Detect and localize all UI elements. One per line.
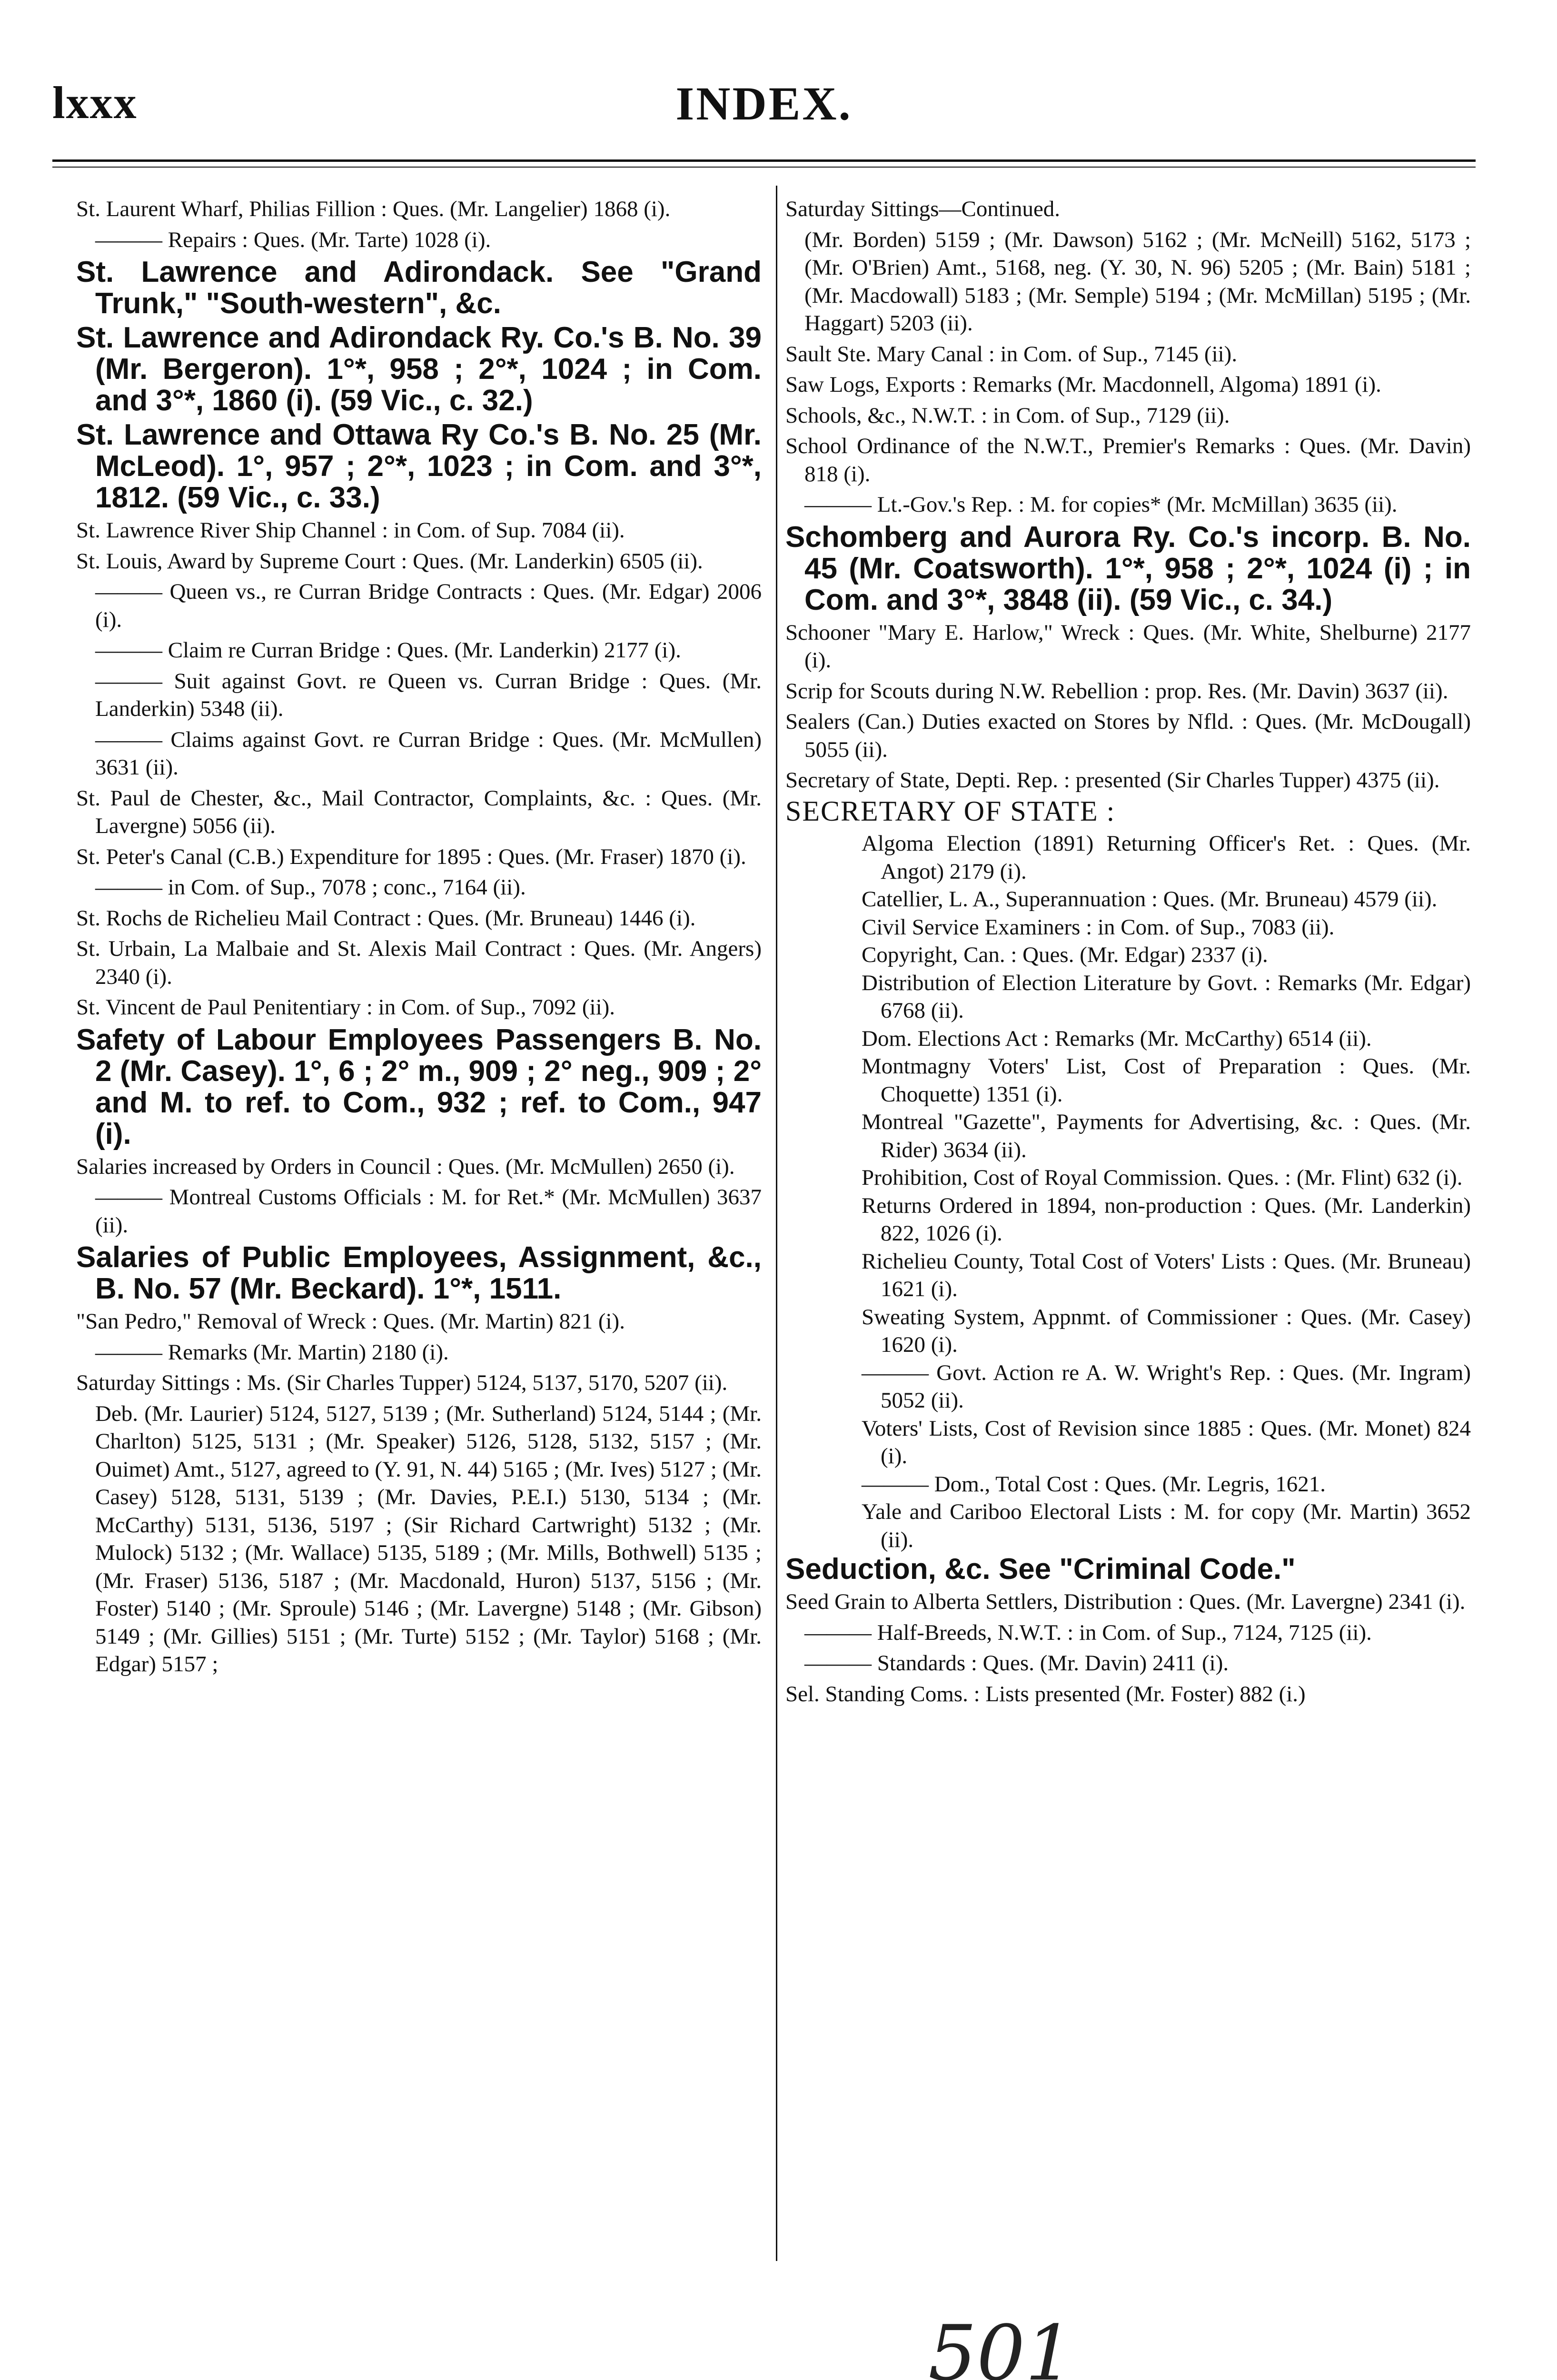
index-entry: Saturday Sittings—Continued. bbox=[785, 197, 1061, 221]
index-entry: Richelieu County, Total Cost of Voters' Lists : Ques. (Mr. Bruneau) 1621 (i). bbox=[862, 1249, 1471, 1301]
index-entry: Secretary of State, Depti. Rep. : presented (Sir Charles Tupper) 4375 (ii). bbox=[785, 768, 1440, 793]
index-entry: ——— Repairs : Ques. (Mr. Tarte) 1028 (i). bbox=[95, 227, 491, 252]
index-entry: Seed Grain to Alberta Settlers, Distribution : Ques. (Mr. Lavergne) 2341 (i). bbox=[785, 1589, 1466, 1614]
right-column bbox=[785, 195, 1471, 1708]
index-entry: Schools, &c., N.W.T. : in Com. of Sup., 7129 (ii). bbox=[785, 403, 1230, 428]
index-entry: Schomberg and Aurora Ry. Co.'s incorp. B. No. 45 (Mr. Coatsworth). 1°*, 958 ; 2°*, 1024 (i) ; in Com. and 3°*, 3848 (ii). (59 Vic., c. 34.) bbox=[785, 520, 1471, 616]
index-entry: Copyright, Can. : Ques. (Mr. Edgar) 2337 (i). bbox=[862, 942, 1268, 967]
index-entry: Deb. (Mr. Laurier) 5124, 5127, 5139 ; (Mr. Sutherland) 5124, 5144 ; (Mr. Charlton) 5125, 5131 ; (Mr. Speaker) 5126, 5128, 5132, 5157 ; (Mr. Ouimet) Amt., 5127, agreed to (Y. 91, N. 44) 5165 ; (Mr. Ives) 5127 ; (Mr. Casey) 5128, 5131, 5139 ; (Mr. Davies, P.E.I.) 5130, 5134 ; (Mr. McCarthy) 5131, 5136, 5197 ; (Sir Richard Cartwright) 5132 ; (Mr. Mulock) 5132 ; (Mr. Wallace) 5135, 5189 ; (Mr. Mills, Bothwell) 5135 ; (Mr. Fraser) 5136, 5187 ; (Mr. Macdonald, Huron) 5137, 5156 ; (Mr. Foster) 5140 ; (Mr. Sproule) 5146 ; (Mr. Lavergne) 5148 ; (Mr. Gibson) 5149 ; (Mr. Gillies) 5151 ; (Mr. Turte) 5152 ; (Mr. Taylor) 5168 ; (Mr. Edgar) 5157 ; bbox=[95, 1401, 762, 1676]
index-entry: St. Lawrence and Adirondack. See "Grand Trunk," "South-western", &c. bbox=[76, 256, 762, 320]
index-entry: ——— Half-Breeds, N.W.T. : in Com. of Sup., 7124, 7125 (ii). bbox=[804, 1620, 1372, 1645]
index-entry: Civil Service Examiners : in Com. of Sup., 7083 (ii). bbox=[862, 914, 1335, 940]
index-entry: ——— Montreal Customs Officials : M. for Ret.* (Mr. McMullen) 3637 (ii). bbox=[95, 1185, 762, 1238]
index-entry: ——— Standards : Ques. (Mr. Davin) 2411 (i). bbox=[804, 1651, 1229, 1676]
index-entry: Algoma Election (1891) Returning Officer's Ret. : Ques. (Mr. Angot) 2179 (i). bbox=[862, 831, 1471, 884]
index-entry: St. Paul de Chester, &c., Mail Contractor, Complaints, &c. : Ques. (Mr. Lavergne) 5056 (ii). bbox=[76, 785, 762, 838]
index-entry: Safety of Labour Employees Passengers B. No. 2 (Mr. Casey). 1°, 6 ; 2° m., 909 ; 2° neg., 909 ; 2° and M. to ref. to Com., 932 ; ref. to Com., 947 (i). bbox=[76, 1023, 762, 1150]
index-entry: St. Lawrence and Adirondack Ry. Co.'s B. No. 39 (Mr. Bergeron). 1°*, 958 ; 2°*, 1024 ; in Com. and 3°*, 1860 (i). (59 Vic., c. 32.) bbox=[76, 321, 762, 417]
page-title: INDEX. bbox=[675, 77, 853, 130]
index-entry: Sealers (Can.) Duties exacted on Stores by Nfld. : Ques. (Mr. McDougall) 5055 (ii). bbox=[785, 709, 1471, 762]
index-entry: ——— Govt. Action re A. W. Wright's Rep. : Ques. (Mr. Ingram) 5052 (ii). bbox=[862, 1360, 1471, 1413]
index-entry: St. Peter's Canal (C.B.) Expenditure for 1895 : Ques. (Mr. Fraser) 1870 (i). bbox=[76, 844, 746, 869]
index-entry: SECRETARY OF STATE : bbox=[785, 795, 1116, 827]
index-entry: ——— Suit against Govt. re Queen vs. Curran Bridge : Ques. (Mr. Landerkin) 5348 (ii). bbox=[95, 668, 762, 721]
index-entry: Dom. Elections Act : Remarks (Mr. McCarthy) 6514 (ii). bbox=[862, 1026, 1372, 1051]
index-entry: Montmagny Voters' List, Cost of Preparation : Ques. (Mr. Choquette) 1351 (i). bbox=[862, 1054, 1471, 1107]
index-entry: Prohibition, Cost of Royal Commission. Ques. : (Mr. Flint) 632 (i). bbox=[862, 1165, 1463, 1190]
index-entry: Scrip for Scouts during N.W. Rebellion : prop. Res. (Mr. Davin) 3637 (ii). bbox=[785, 678, 1448, 704]
index-entry: School Ordinance of the N.W.T., Premier's Remarks : Ques. (Mr. Davin) 818 (i). bbox=[785, 434, 1471, 486]
header-rule-thin bbox=[52, 167, 1476, 168]
index-entry: Voters' Lists, Cost of Revision since 1885 : Ques. (Mr. Monet) 824 (i). bbox=[862, 1416, 1471, 1468]
index-entry: Catellier, L. A., Superannuation : Ques. (Mr. Bruneau) 4579 (ii). bbox=[862, 887, 1438, 912]
index-entry: St. Urbain, La Malbaie and St. Alexis Mail Contract : Ques. (Mr. Angers) 2340 (i). bbox=[76, 936, 762, 989]
index-entry: Seduction, &c. See "Criminal Code." bbox=[785, 1553, 1296, 1586]
index-entry: ——— Claims against Govt. re Curran Bridge : Ques. (Mr. McMullen) 3631 (ii). bbox=[95, 727, 762, 780]
page-number: lxxx bbox=[52, 77, 138, 128]
index-entry: St. Rochs de Richelieu Mail Contract : Ques. (Mr. Bruneau) 1446 (i). bbox=[76, 905, 696, 931]
page-header bbox=[52, 76, 1476, 138]
index-entry: ——— Lt.-Gov.'s Rep. : M. for copies* (Mr. McMillan) 3635 (ii). bbox=[804, 492, 1398, 517]
index-entry: ——— Claim re Curran Bridge : Ques. (Mr. Landerkin) 2177 (i). bbox=[95, 638, 681, 663]
index-entry: Schooner "Mary E. Harlow," Wreck : Ques. (Mr. White, Shelburne) 2177 (i). bbox=[785, 620, 1471, 673]
index-entry: St. Laurent Wharf, Philias Fillion : Ques. (Mr. Langelier) 1868 (i). bbox=[76, 197, 671, 221]
index-entry: Sault Ste. Mary Canal : in Com. of Sup., 7145 (ii). bbox=[785, 341, 1238, 367]
header-rule bbox=[52, 159, 1476, 162]
index-entry: St. Lawrence and Ottawa Ry Co.'s B. No. 25 (Mr. McLeod). 1°, 957 ; 2°*, 1023 ; in Com. and 3°*, 1812. (59 Vic., c. 33.) bbox=[76, 418, 762, 514]
index-entry: Saw Logs, Exports : Remarks (Mr. Macdonnell, Algoma) 1891 (i). bbox=[785, 372, 1381, 397]
index-entry: ——— Remarks (Mr. Martin) 2180 (i). bbox=[95, 1339, 449, 1365]
index-entry: St. Vincent de Paul Penitentiary : in Com. of Sup., 7092 (ii). bbox=[76, 995, 615, 1020]
index-entry: St. Lawrence River Ship Channel : in Com. of Sup. 7084 (ii). bbox=[76, 518, 625, 543]
index-entry: Yale and Cariboo Electoral Lists : M. for copy (Mr. Martin) 3652 (ii). bbox=[862, 1499, 1471, 1552]
index-entry: (Mr. Borden) 5159 ; (Mr. Dawson) 5162 ; (Mr. McNeill) 5162, 5173 ; (Mr. O'Brien) Amt., 5168, neg. (Y. 30, N. 96) 5205 ; (Mr. Bain) 5181 ; (Mr. Macdowall) 5183 ; (Mr. Semple) 5194 ; (Mr. McMillan) 5195 ; (Mr. Haggart) 5203 (ii). bbox=[804, 227, 1471, 336]
index-entry: Sel. Standing Coms. : Lists presented (Mr. Foster) 882 (i.) bbox=[785, 1681, 1306, 1706]
index-entry: Sweating System, Appnmt. of Commissioner : Ques. (Mr. Casey) 1620 (i). bbox=[862, 1304, 1471, 1357]
index-entry: Salaries increased by Orders in Council : Ques. (Mr. McMullen) 2650 (i). bbox=[76, 1154, 735, 1179]
index-entry: ——— in Com. of Sup., 7078 ; conc., 7164 (ii). bbox=[95, 875, 526, 900]
index-entry: ——— Dom., Total Cost : Ques. (Mr. Legris, 1621. bbox=[862, 1471, 1326, 1497]
handwritten-mark: 501 bbox=[928, 2309, 1074, 2380]
index-entry: Salaries of Public Employees, Assignment, &c., B. No. 57 (Mr. Beckard). 1°*, 1511. bbox=[76, 1241, 762, 1305]
index-entry: St. Louis, Award by Supreme Court : Ques. (Mr. Landerkin) 6505 (ii). bbox=[76, 548, 703, 574]
index-entry: Returns Ordered in 1894, non-production : Ques. (Mr. Landerkin) 822, 1026 (i). bbox=[862, 1193, 1471, 1246]
index-entry: Montreal "Gazette", Payments for Advertising, &c. : Ques. (Mr. Rider) 3634 (ii). bbox=[862, 1110, 1471, 1162]
index-entry: ——— Queen vs., re Curran Bridge Contracts : Ques. (Mr. Edgar) 2006 (i). bbox=[95, 579, 762, 632]
index-entry: Distribution of Election Literature by Govt. : Remarks (Mr. Edgar) 6768 (ii). bbox=[862, 970, 1471, 1023]
column-divider bbox=[776, 186, 777, 2261]
index-entry: Saturday Sittings : Ms. (Sir Charles Tupper) 5124, 5137, 5170, 5207 (ii). bbox=[76, 1370, 728, 1395]
left-column bbox=[76, 195, 762, 1678]
index-entry: "San Pedro," Removal of Wreck : Ques. (Mr. Martin) 821 (i). bbox=[76, 1309, 625, 1334]
